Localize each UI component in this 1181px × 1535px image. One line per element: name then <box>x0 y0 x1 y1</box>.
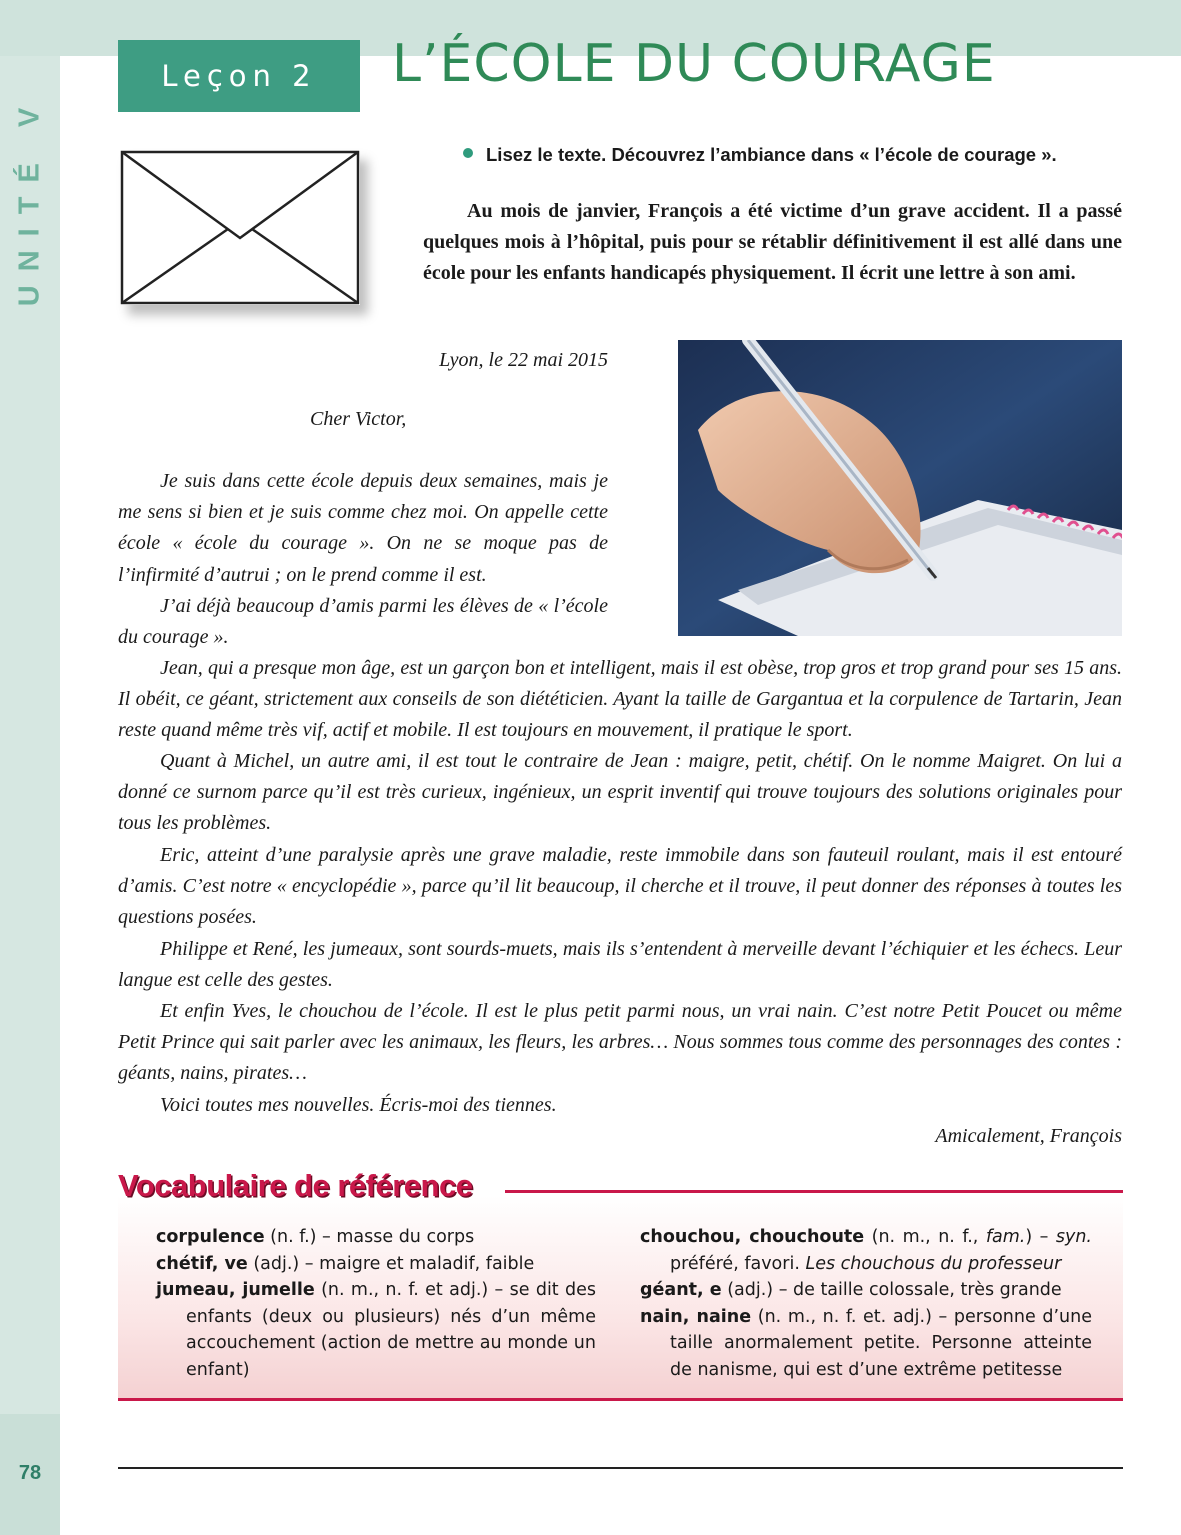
vocab-grammar-italic: fam. <box>985 1227 1026 1247</box>
vocab-definition: – de taille colossale, très grande <box>773 1280 1062 1300</box>
lesson-label: Leçon 2 <box>161 59 317 93</box>
vocab-term: nain, naine <box>640 1306 752 1327</box>
vocab-grammar: (adj.) <box>721 1280 774 1300</box>
vocab-grammar: (adj.) <box>247 1253 300 1274</box>
footer-rule <box>118 1467 1123 1469</box>
vocab-synonym-label: syn. <box>1055 1227 1092 1247</box>
letter-date: Lyon, le 22 mai 2015 <box>439 349 608 371</box>
vocabulary-entry <box>156 1224 596 1251</box>
vocab-term: chétif, ve <box>156 1253 248 1274</box>
vocab-grammar: (n. m., n. f. et. adj.) <box>751 1306 932 1327</box>
unit-label: UNITÉ V <box>13 93 46 307</box>
vocab-term: corpulence <box>156 1227 265 1247</box>
letter-paragraph: Jean, qui a presque mon âge, est un garçon bon et intelligent, mais il est obèse, trop gros et trop grand pour ses 15 ans. Il obéit, ce géant, strictement aux conseils de son diététicien. Ayant la taille de Gargantua et la corpulence de Tartarin, Jean reste quand même très vif, actif et mobile. Il est toujours en mouvement, il pratique le sport. <box>118 657 1122 742</box>
lesson-tab <box>118 40 360 112</box>
vocab-grammar: (n. m., n. f., <box>864 1227 986 1247</box>
writing-hand-photo <box>678 340 1122 636</box>
vocab-term: géant, e <box>640 1280 722 1300</box>
bullet-icon <box>463 148 473 158</box>
vocabulary-title: Vocabulaire de référence <box>118 1168 473 1203</box>
vocabulary-left-column <box>156 1224 596 1383</box>
envelope-icon <box>120 150 360 305</box>
vocabulary-rule <box>505 1190 1123 1193</box>
intro-paragraph: Au mois de janvier, François a été victime d’un grave accident. Il a passé quelques mois à l’hôpital, puis pour se rétablir définitivement il est allé dans une école pour les enfants handicapés physiquement. Il écrit une lettre à son ami. <box>423 200 1122 284</box>
vocab-grammar: (n. f.) <box>264 1227 317 1247</box>
vocab-definition: – masse du corps <box>316 1227 475 1247</box>
letter-greeting: Cher Victor, <box>310 408 407 430</box>
vocab-term: jumeau, jumelle <box>156 1280 315 1300</box>
vocab-definition-2: préféré, favori. <box>670 1253 806 1274</box>
vocabulary-entry <box>640 1224 1092 1277</box>
vocab-definition: – maigre et maladif, faible <box>299 1253 535 1274</box>
vocab-grammar: (n. m., n. f. et adj.) <box>314 1280 489 1300</box>
vocabulary-entry <box>156 1277 596 1383</box>
letter-paragraph: Je suis dans cette école depuis deux semaines, mais je me sens si bien et je suis comme chez moi. On appelle cette école « école du courage ». On ne se moque pas de l’infirmité d’autrui ; on le prend comme il est. <box>118 470 608 586</box>
vocabulary-entry <box>640 1277 1092 1304</box>
vocab-definition: – <box>1032 1227 1056 1247</box>
instruction: Lisez le texte. Découvrez l’ambiance dans « l’école de courage ». <box>486 144 1057 165</box>
vocab-grammar-end: ) <box>1025 1227 1033 1247</box>
letter-paragraph: J’ai déjà beaucoup d’amis parmi les élèves de « l’école du courage ». <box>118 595 608 649</box>
vocab-example: Les chouchous du professeur <box>805 1253 1062 1274</box>
page-number: 78 <box>18 1462 42 1484</box>
vocab-definition: – personne d’une taille anormalement petite. Personne atteinte de nanisme, qui est d’une extrême petitesse <box>670 1306 1092 1380</box>
vocabulary-bottom-rule <box>118 1398 1123 1401</box>
letter-paragraph: Eric, atteint d’une paralysie après une grave maladie, reste immobile dans son fauteuil roulant, mais il est entouré d’amis. C’est notre « encyclopédie », parce qu’il lit beaucoup, il cherche et il trouve, il peut donner des réponses à toutes les questions posées. <box>118 844 1122 929</box>
vocabulary-entry <box>640 1304 1092 1384</box>
vocabulary-entry <box>156 1251 596 1278</box>
letter-paragraph: Voici toutes mes nouvelles. Écris-moi des tiennes. <box>160 1094 557 1116</box>
page-title: L’ÉCOLE DU COURAGE <box>392 34 996 94</box>
letter-paragraph: Et enfin Yves, le chouchou de l’école. Il est le plus petit parmi nous, un vrai nain. C’est notre Petit Poucet ou même Petit Prince qui sait parler avec les animaux, les fleurs, les arbres… Nous sommes tous comme des personnages des contes : géants, nains, pirates… <box>118 1000 1122 1085</box>
letter-closing: Amicalement, François <box>935 1125 1122 1147</box>
letter-paragraph: Quant à Michel, un autre ami, il est tout le contraire de Jean : maigre, petit, chétif. On le nomme Maigret. On lui a donné ce surnom parce qu’il est très curieux, ingénieux, un esprit inventif qui trouve toujours des solutions originales pour tous les problèmes. <box>118 750 1122 835</box>
vocabulary-right-column <box>640 1224 1092 1383</box>
vocab-definition: – se dit des enfants (deux ou plusieurs) nés d’un même accouchement (action de mettre au monde un enfant) <box>186 1280 596 1380</box>
vocab-term: chouchou, chouchoute <box>640 1227 865 1247</box>
letter-paragraph: Philippe et René, les jumeaux, sont sourds-muets, mais ils s’entendent à merveille devant l’échiquier et les échecs. Leur langue est celle des gestes. <box>118 938 1122 992</box>
